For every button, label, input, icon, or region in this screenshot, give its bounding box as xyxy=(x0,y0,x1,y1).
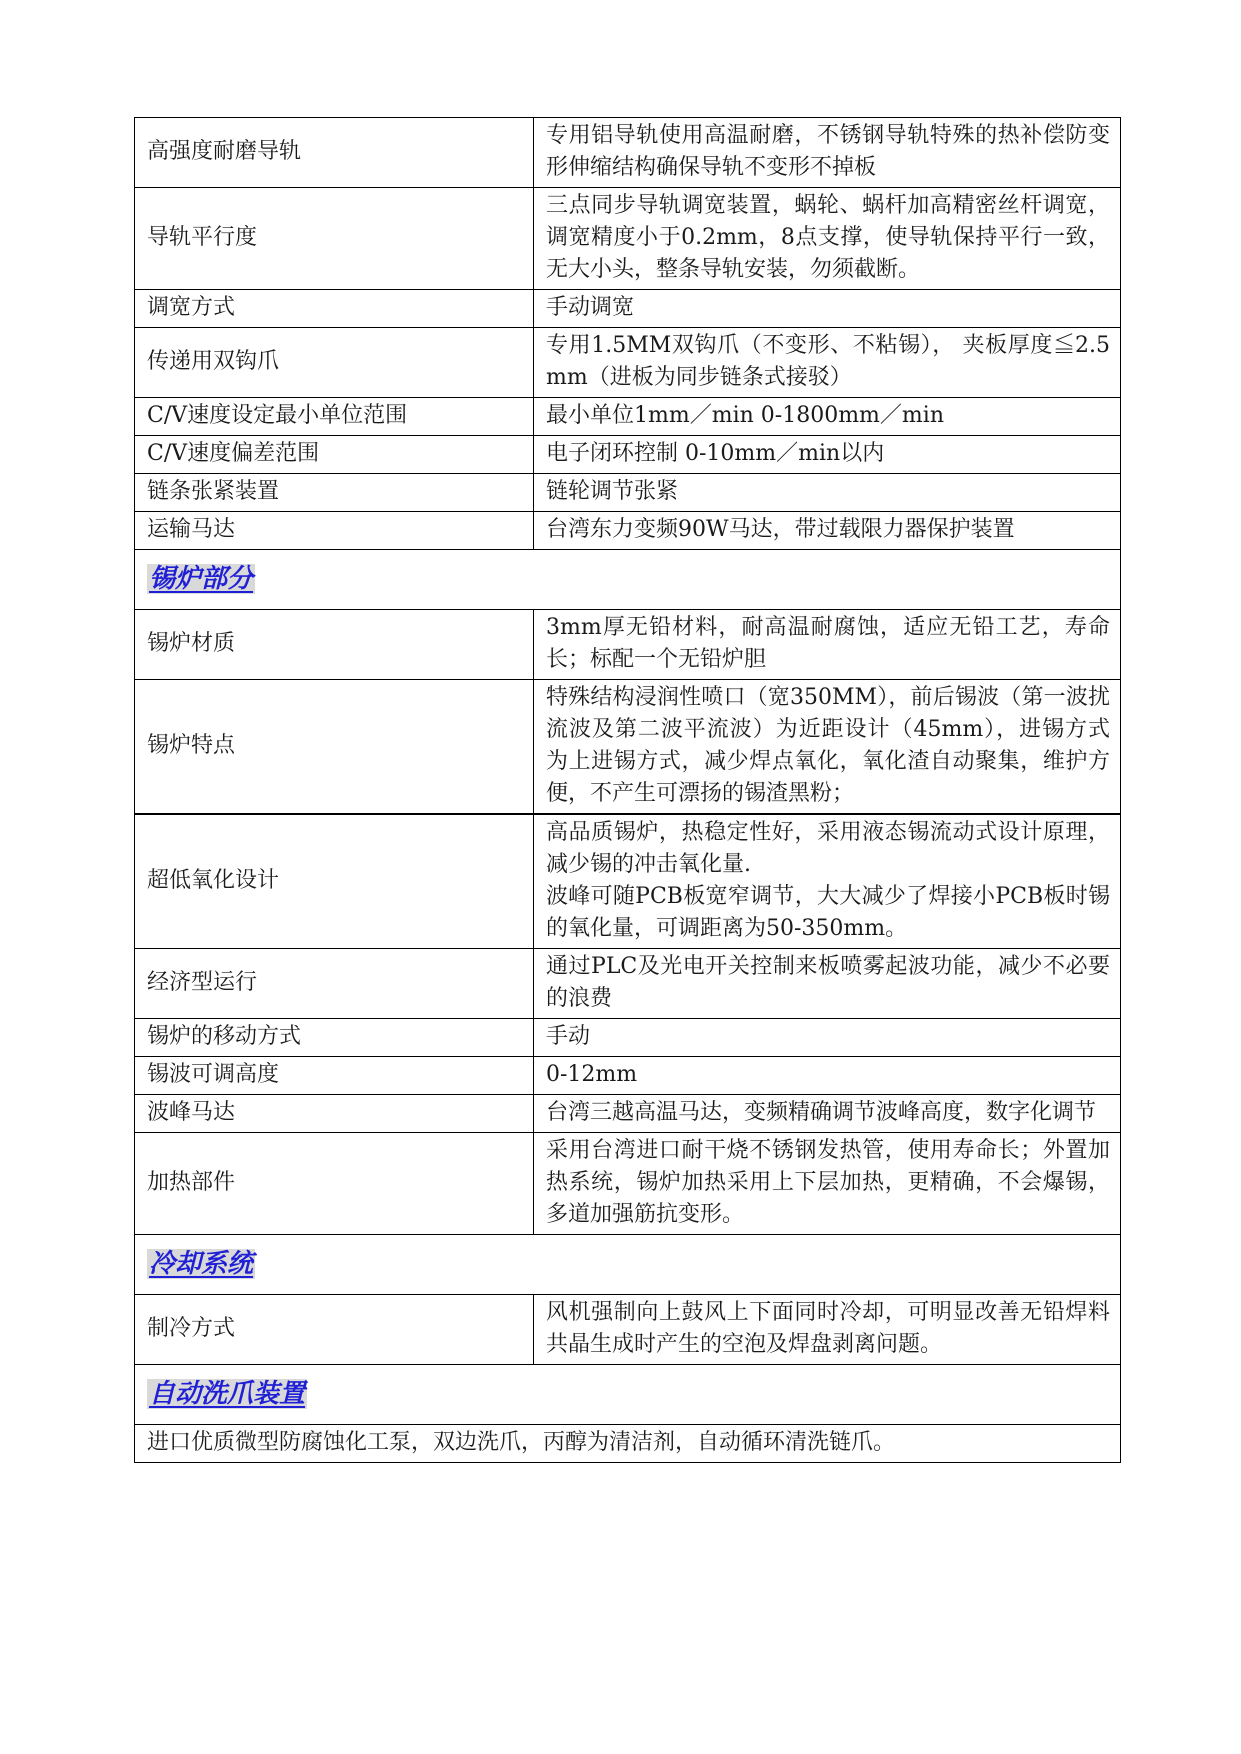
spec-label: 调宽方式 xyxy=(135,290,534,328)
table-row xyxy=(135,328,1121,398)
table-row xyxy=(135,1133,1121,1235)
table-row xyxy=(135,290,1121,328)
table-row xyxy=(135,610,1121,680)
spec-label: 锡波可调高度 xyxy=(135,1057,534,1095)
spec-table-body xyxy=(135,118,1121,1463)
spec-value: 采用台湾进口耐干烧不锈钢发热管，使用寿命长；外置加热系统，锡炉加热采用上下层加热，更精确，不会爆锡，多道加强筋抗变形。 xyxy=(534,1133,1121,1235)
spec-value: 0-12mm xyxy=(534,1057,1121,1095)
spec-value: 台湾东力变频90W马达，带过载限力器保护装置 xyxy=(534,512,1121,550)
table-row xyxy=(135,680,1121,815)
spec-value: 专用铝导轨使用高温耐磨，不锈钢导轨特殊的热补偿防变形伸缩结构确保导轨不变形不掉板 xyxy=(534,118,1121,188)
full-width-value: 进口优质微型防腐蚀化工泵，双边洗爪，丙醇为清洁剂，自动循环清洗链爪。 xyxy=(135,1425,1121,1463)
spec-label: 波峰马达 xyxy=(135,1095,534,1133)
table-row xyxy=(135,949,1121,1019)
section-header-row xyxy=(135,550,1121,610)
section-header-cell xyxy=(135,550,1121,610)
spec-value: 通过PLC及光电开关控制来板喷雾起波功能，减少不必要的浪费 xyxy=(534,949,1121,1019)
spec-label: 经济型运行 xyxy=(135,949,534,1019)
table-row xyxy=(135,512,1121,550)
spec-value: 最小单位1mm／min 0-1800mm／min xyxy=(534,398,1121,436)
section-title: 锡炉部分 xyxy=(149,563,254,594)
spec-label: 超低氧化设计 xyxy=(135,814,534,949)
table-row xyxy=(135,188,1121,290)
spec-value: 风机强制向上鼓风上下面同时冷却，可明显改善无铅焊料共晶生成时产生的空泡及焊盘剥离问题。 xyxy=(534,1295,1121,1365)
spec-value: 特殊结构浸润性喷口（宽350MM），前后锡波（第一波扰流波及第二波平流波）为近距设计（45mm），进锡方式为上进锡方式，减少焊点氧化，氧化渣自动聚集，维护方便，不产生可漂扬的锡渣黑粉； xyxy=(534,680,1121,815)
spec-label: 锡炉的移动方式 xyxy=(135,1019,534,1057)
spec-label: 加热部件 xyxy=(135,1133,534,1235)
spec-value: 专用1.5MM双钩爪（不变形、不粘锡）， 夹板厚度≦2.5mm（进板为同步链条式接驳） xyxy=(534,328,1121,398)
spec-value: 3mm厚无铅材料，耐高温耐腐蚀，适应无铅工艺，寿命长；标配一个无铅炉胆 xyxy=(534,610,1121,680)
spec-label: 传递用双钩爪 xyxy=(135,328,534,398)
table-row xyxy=(135,474,1121,512)
spec-value: 链轮调节张紧 xyxy=(534,474,1121,512)
spec-value: 手动调宽 xyxy=(534,290,1121,328)
spec-value: 高品质锡炉，热稳定性好，采用液态锡流动式设计原理，减少锡的冲击氧化量. 波峰可随PCB板宽窄调节，大大减少了焊接小PCB板时锡的氧化量，可调距离为50-350mm。 xyxy=(534,814,1121,949)
section-header-row xyxy=(135,1365,1121,1425)
table-row xyxy=(135,118,1121,188)
table-row xyxy=(135,1057,1121,1095)
spec-label: C/V速度设定最小单位范围 xyxy=(135,398,534,436)
table-row xyxy=(135,1095,1121,1133)
section-title: 自动洗爪装置 xyxy=(149,1378,306,1409)
spec-label: 导轨平行度 xyxy=(135,188,534,290)
spec-table xyxy=(134,117,1121,1463)
spec-label: 运输马达 xyxy=(135,512,534,550)
section-header-row xyxy=(135,1235,1121,1295)
spec-value: 电子闭环控制 0-10mm／min以内 xyxy=(534,436,1121,474)
spec-value: 台湾三越高温马达，变频精确调节波峰高度，数字化调节 xyxy=(534,1095,1121,1133)
spec-label: 制冷方式 xyxy=(135,1295,534,1365)
spec-label: 链条张紧装置 xyxy=(135,474,534,512)
spec-label: C/V速度偏差范围 xyxy=(135,436,534,474)
spec-label: 锡炉材质 xyxy=(135,610,534,680)
section-header-cell xyxy=(135,1235,1121,1295)
table-row xyxy=(135,1019,1121,1057)
table-row xyxy=(135,436,1121,474)
spec-value: 三点同步导轨调宽装置，蜗轮、蜗杆加高精密丝杆调宽，调宽精度小于0.2mm，8点支撑，使导轨保持平行一致，无大小头，整条导轨安装，勿须截断。 xyxy=(534,188,1121,290)
table-row xyxy=(135,814,1121,949)
section-header-cell xyxy=(135,1365,1121,1425)
spec-value: 手动 xyxy=(534,1019,1121,1057)
table-row xyxy=(135,1295,1121,1365)
spec-label: 高强度耐磨导轨 xyxy=(135,118,534,188)
table-row xyxy=(135,1425,1121,1463)
table-row xyxy=(135,398,1121,436)
spec-label: 锡炉特点 xyxy=(135,680,534,815)
section-title: 冷却系统 xyxy=(149,1248,254,1279)
